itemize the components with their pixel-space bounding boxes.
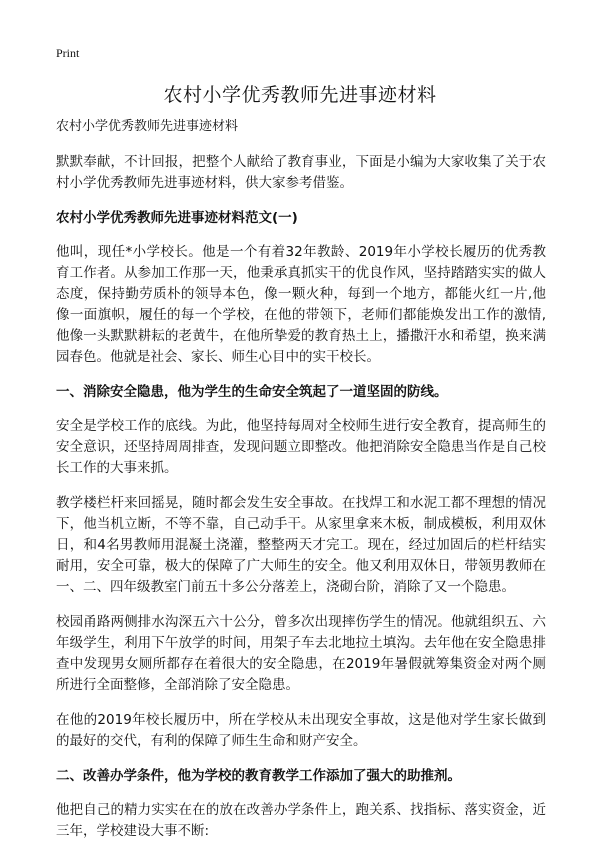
section-heading: 二、改善办学条件，他为学校的教育教学工作添加了强大的助推剂。 [56,768,461,784]
paragraph: 他叫，现任*小学校长。他是一个有着32年教龄、2019年小学校长履历的优秀教育工作者。从参加工作那一天，他秉承真抓实干的优良作风，坚持踏踏实实的做人态度，保持勤劳质朴的领导本色，像一颗火种，每到一个地方，都能火红一片,他像一面旗帜，履任的每一个学校，在他的带领下，老师们都能焕发出工作的激情,他像一头默默耕耘的老黄牛，在他所挚爱的教育热土上，播撒汗水和希望，换来满园春色。他就是社会、家长、师生心目中的实干校长。 [56,244,546,365]
paragraph: 在他的2019年校长履历中，所在学校从未出现安全事故，这是他对学生家长做到的最好的交代，有利的保障了师生生命和财产安全。 [56,712,546,749]
paragraph: 教学楼栏杆来回摇晃，随时都会发生安全事故。在找焊工和水泥工都不理想的情况下，他当机立断，不等不靠，自己动手干。从家里拿来木板，制成模板，利用双休日，和4名男教师用混凝土浇灌，整整两天才完工。现在，经过加固后的栏杆结实耐用，安全可靠，极大的保障了广大师生的安全。他又利用双休日，带领男教师在一、二、四年级教室门前五十多公分落差上，浇砌台阶，消除了又一个隐患。 [56,495,546,595]
section-heading: 一、消除安全隐患，他为学生的生命安全筑起了一道坚固的防线。 [56,384,448,400]
paragraph: 他把自己的精力实实在在的放在改善办学条件上，跑关系、找指标、落实资金，近三年，学校建设大事不断: [56,802,546,839]
paragraph: 校园甬路两侧排水沟深五六十公分，曾多次出现摔伤学生的情况。他就组织五、六年级学生，利用下午放学的时间，用架子车去北地拉土填沟。去年他在安全隐患排查中发现男女厕所都存在着很大的安全隐患，在2019年暑假就筹集资金对两个厕所进行全面整修，全部消除了安全隐患。 [56,614,546,693]
section-title: 农村小学优秀教师先进事迹材料范文(一) [56,210,298,226]
page-title: 农村小学优秀教师先进事迹材料 [163,84,437,106]
document-body [56,118,546,856]
paragraph: 安全是学校工作的底线。为此，他坚持每周对全校师生进行安全教育，提高师生的安全意识，还坚持周周排查，发现问题立即整改。他把消除安全隐患当作是自己校长工作的大事来抓。 [56,418,546,476]
print-label[interactable]: Print [56,46,80,60]
document-subtitle: 农村小学优秀教师先进事迹材料 [56,119,239,134]
intro-paragraph: 默默奉献，不计回报，把整个人献给了教育事业，下面是小编为大家收集了关于农村小学优秀教师先进事迹材料，供大家参考借鉴。 [56,154,546,191]
